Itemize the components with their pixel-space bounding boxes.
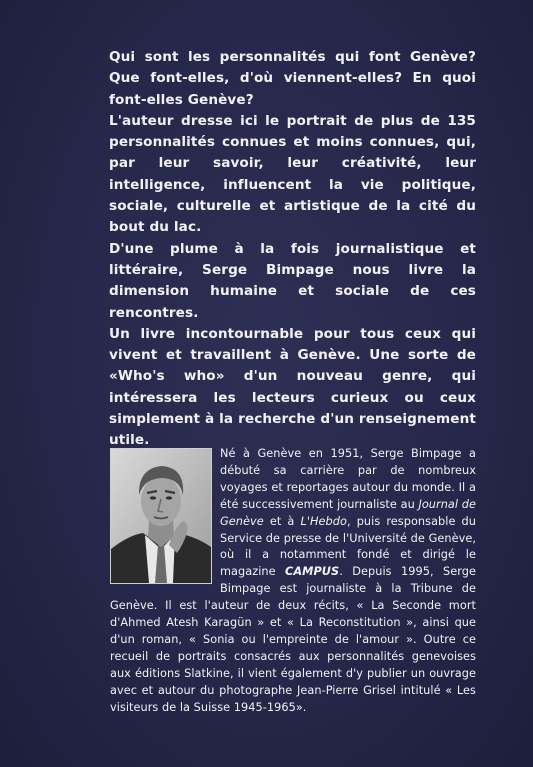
journal-name-1: Journal de Genève [220, 497, 476, 528]
author-bio-block [110, 446, 476, 717]
blurb-paragraph-3: D'une plume à la fois journalistique et littéraire, Serge Bimpage nous livre la dimension humaine et sociale de ces rencontres. [109, 240, 476, 321]
bio-text-2: , puis responsable du Service de presse de l'Université de Genève, où il a notamment fondé et dirigé le magazine [220, 514, 476, 579]
journal-name-2: L'Hebdo [300, 514, 347, 528]
magazine-name: CAMPUS [285, 565, 340, 579]
bio-text-3: . Depuis 1995, Serge Bimpage est journaliste à la Tribune de Genève. Il est l'auteur de deux récits, « La Seconde mort d'Ahmed Atesh Karagün » et « La Reconstitution », ainsi que d'un roman, « Sonia ou l'empreinte de l'amour ». Outre ce recueil de portraits consacrés aux personnalités genevoises aux éditions Slatkine, il vient également d'y publier un ouvrage avec et autour du photographe Jean-Pierre Grisel intitulé « Les visiteurs de la Suisse 1945-1965». [110, 565, 476, 714]
bio-text-and: et à [263, 514, 301, 528]
author-portrait-photo [110, 448, 212, 584]
blurb-text [109, 47, 476, 452]
blurb-paragraph-4: Un livre incontournable pour tous ceux qui vivent et travaillent à Genève. Une sorte de «Who's who» d'un nouveau genre, qui intéressera les lecteurs curieux ou ceux simplement à la recherche d'un renseignement utile. [109, 325, 476, 449]
blurb-paragraph-2: L'auteur dresse ici le portrait de plus de 135 personnalités connues et moins connues, qui, par leur savoir, leur créativité, leur intelligence, influencent la vie politique, sociale, culturelle et artistique de la cité du bout du lac. [109, 112, 476, 236]
blurb-paragraph-1: Qui sont les personnalités qui font Genève? Que font-elles, d'où viennent-elles? En quoi font-elles Genève? [109, 49, 476, 108]
bio-text-1: Né à Genève en 1951, Serge Bimpage a débuté sa carrière par de nombreux voyages et reportages autour du monde. Il a été successivement journaliste au [220, 447, 476, 511]
